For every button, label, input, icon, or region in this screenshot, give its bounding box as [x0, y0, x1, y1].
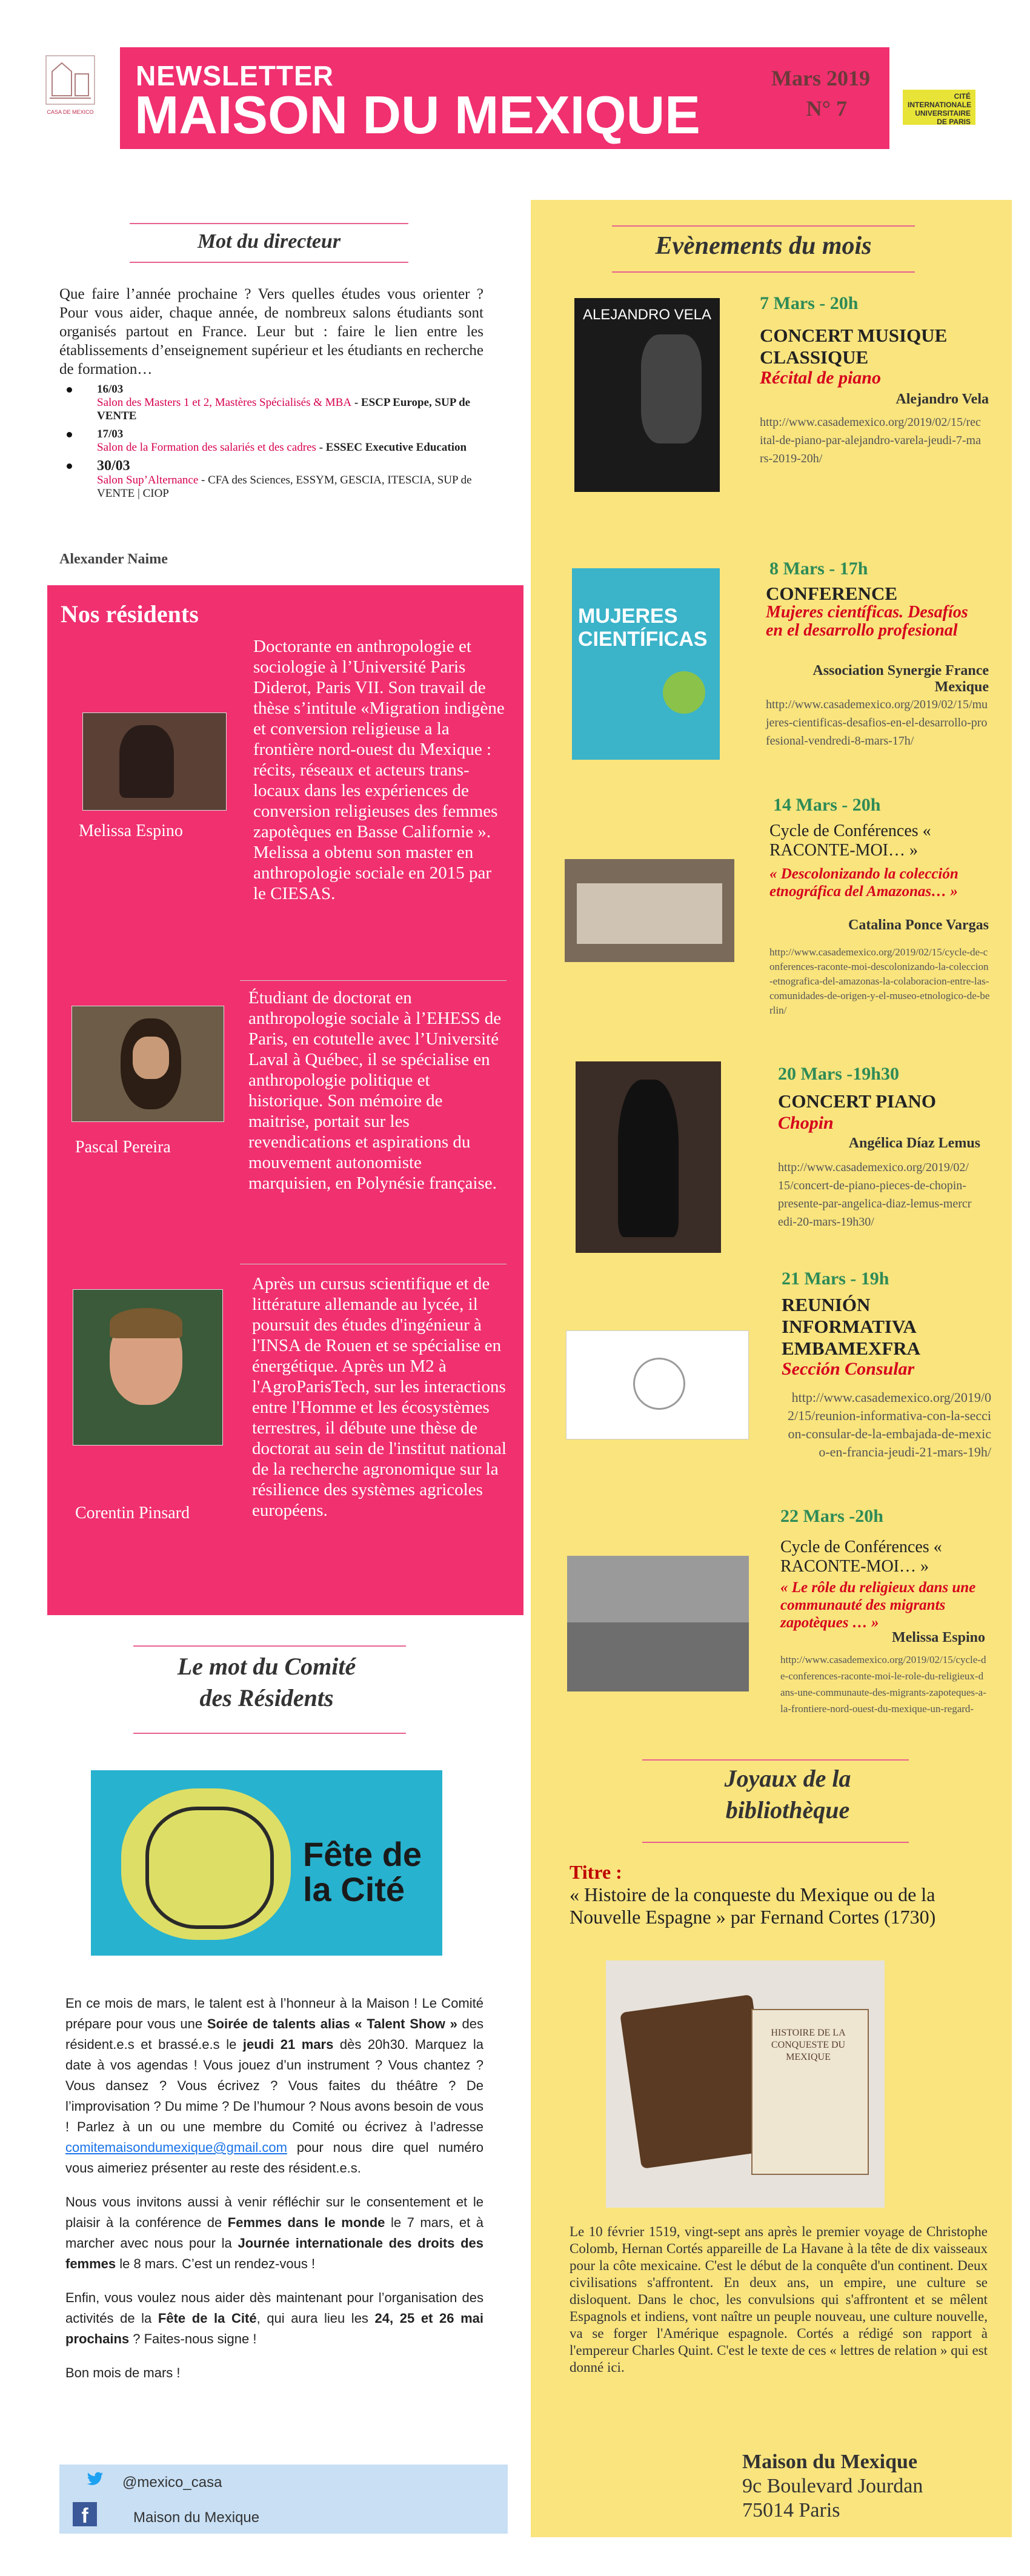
salon-places: - CFA des Sciences, ESSYM, GESCIA, ITESCIA, SUP de VENTE | CIOP — [97, 474, 472, 500]
photo-melissa — [82, 712, 227, 811]
comite-title — [97, 1651, 436, 1714]
issue-date: Mars 2019 — [771, 66, 870, 90]
photo-pascal — [71, 1006, 224, 1122]
library-description: Le 10 février 1519, vingt-sept ans après le premier voyage de Christophe Colomb, Hernan Cortés appareille de La Havane à la tête de dix vaisseaux pour la côte mexicaine. C'est le début de la conquête d'un continent. Deux civilisations s'affrontent. En deux ans, un empire, une culture se disloquent. Dans le choc, les convulsions qui s'affrontent et se mêlent Espagnols et indiens, vont naître un peuple nouveau, une culture nouvelle, va se forger l'Amérique espagnole. Cortés a rédigé son rapport à l'empereur Charles Quint. C'est le texte de ces « lettres de relation » qui est donné ici. — [570, 2224, 988, 2375]
events-rule-bottom — [612, 271, 915, 273]
comite-title-line1: Le mot du Comité — [177, 1653, 356, 1680]
event-flyer — [566, 1330, 749, 1439]
event-poster — [572, 568, 720, 760]
director-rule-top — [130, 223, 408, 224]
event-poster — [574, 298, 720, 492]
director-title: Mot du directeur — [197, 230, 341, 253]
photo-corentin — [73, 1289, 223, 1446]
event-link[interactable]: http://www.casademexico.org/2019/02/15/cycle-de-conferences-raconte-moi-le-role-du-religieux-dans-une-communaute-des-migrants-zapoteques-a-la-frontiere-nord-ouest-du-mexique-un-regard- — [780, 1654, 986, 1715]
event-kind: CONCERT PIANO — [778, 1090, 937, 1112]
director-signature: Alexander Naime — [59, 551, 168, 567]
comite-paragraph: Enfin, vous voulez nous aider dès maintenant pour l’organisation des activités de la Fête de la Cité, qui aura lieu les 24, 25 et 26 mai prochains ? Faites-nous signe ! — [65, 2290, 484, 2346]
resident-divider — [240, 980, 507, 981]
address — [742, 2450, 923, 2523]
salon-item — [61, 459, 473, 500]
poster-title: ALEJANDRO VELA — [582, 307, 712, 323]
salon-name: Salon des Masters 1 et 2, Mastères Spécialisés & MBA — [97, 396, 352, 409]
event-date: 22 Mars -20h — [780, 1506, 883, 1526]
event-date: 8 Mars - 17h — [769, 559, 868, 579]
event-speaker: Alejandro Vela — [895, 391, 989, 407]
facebook-page[interactable]: Maison du Mexique — [133, 2509, 260, 2526]
event-date: 14 Mars - 20h — [773, 795, 881, 815]
ciup-logo: CITÉ INTERNATIONALE UNIVERSITAIRE DE PARIS — [903, 90, 975, 125]
twitter-icon[interactable] — [86, 2472, 104, 2486]
salon-item — [61, 428, 473, 454]
event-subtitle: « Descolonizando la colección etnográfica del Amazonas… » — [769, 866, 959, 900]
resident-name: Melissa Espino — [79, 822, 183, 840]
event-date: 7 Mars - 20h — [760, 293, 859, 313]
library-book: « Histoire de la conqueste du Mexique ou de la Nouvelle Espagne » par Fernand Cortes (1730) — [570, 1884, 936, 1928]
events-title: Evènements du mois — [655, 232, 872, 260]
event-kind: Cycle de Conférences « RACONTE-MOI… » — [780, 1538, 942, 1576]
comite-paragraph: Nous vous invitons aussi à venir réfléchir sur le consentement et le plaisir à la conférence de Femmes dans le monde le 7 mars, et à marcher avec nous pour la Journée internationale des droits des femmes le 8 mars. C’est un rendez-vous ! — [65, 2194, 483, 2271]
salon-date: 17/03 — [97, 428, 124, 440]
library-label: Titre : — [570, 1861, 622, 1883]
resident-name: Pascal Pereira — [75, 1138, 171, 1157]
comite-paragraph: En ce mois de mars, le talent est à l’honneur à la Maison ! Le Comité prépare pour vous une Soirée de talents alias « Talent Show » des résident.e.s et brassé.e.s le jeudi 21 mars dès 20h30. Marquez la date à vos agendas ! Vous jouez d’un instrument ? Vous chantez ? Vous dansez ? Vous écrivez ? Vous faites du théâtre ? De l’improvisation ? Du mime ? De l’humour ? Nous avons besoin de vous ! Parlez à un ou une membre du Comité ou écrivez à l’adresse comitemaisondumexique@gmail.com pour nous dire quel numéro vous aimeriez présenter au reste des résident.e.s. — [65, 1996, 483, 2176]
fete-de-la-cite-poster — [91, 1770, 442, 1956]
event-subtitle: Mujeres científicas. Desafíos en el desarrollo profesional — [766, 603, 968, 640]
library-rule-bottom — [642, 1842, 909, 1843]
event-kind: CONFERENCE — [766, 583, 898, 604]
book-page-text: HISTOIRE DE LA CONQUESTE DU MEXIQUE — [771, 2028, 846, 2062]
fete-title: Fête de la Cité — [303, 1835, 422, 1908]
resident-name: Corentin Pinsard — [75, 1504, 190, 1522]
residents-title: Nos résidents — [61, 600, 199, 628]
events-rule-top — [612, 225, 915, 227]
event-link[interactable]: http://www.casademexico.org/2019/02/15/recital-de-piano-par-alejandro-varela-jeudi-7-mars-2019-20h/ — [760, 416, 981, 465]
event-subtitle: Sección Consular — [782, 1359, 915, 1379]
social-footer — [59, 2465, 508, 2534]
event-speaker: Catalina Ponce Vargas — [848, 917, 989, 933]
library-title-line2: bibliothèque — [725, 1796, 850, 1824]
event-date: 21 Mars - 19h — [782, 1269, 889, 1289]
address-street: 9c Boulevard Jourdan — [742, 2475, 923, 2497]
event-speaker: Association Synergie France Mexique — [812, 663, 989, 695]
salon-item — [61, 383, 473, 423]
resident-bio: Étudiant de doctorat en anthropologie sociale à l’EHESS de Paris, en cotutelle avec l’Université Laval à Québec, il se spécialise en anthropologie politique et historique. Son mémoire de maitrise, portait sur les revendications et aspirations du mouvement autonomiste marquisien, en Polynésie française. — [248, 988, 502, 1193]
address-city: 75014 Paris — [742, 2499, 840, 2521]
event-speaker: Melissa Espino — [891, 1630, 985, 1645]
library-rule-top — [642, 1759, 909, 1761]
comite-rule-bottom — [133, 1733, 406, 1734]
salon-places: - ESSEC Executive Education — [316, 441, 467, 454]
book-photo — [606, 1960, 885, 2208]
resident-bio: Après un cursus scientifique et de littérature allemande au lycée, il poursuit des études d'ingénieur à l'INSA de Rouen et se spécialise en énergétique. Après un M2 à l'AgroParisTech, sur les interactions entre l'Homme et les écosystèmes terrestres, il débute une thèse de doctorat au sein de l'institut national de la recherche agronomique sur la résilience des systèmes agricoles européens. — [252, 1274, 507, 1520]
salon-date: 30/03 — [97, 458, 130, 474]
comite-paragraph: Bon mois de mars ! — [65, 2365, 181, 2380]
event-photo — [567, 1556, 749, 1691]
salon-places: - ESCP Europe, SUP de VENTE — [97, 396, 471, 422]
event-link[interactable]: http://www.casademexico.org/2019/02/15/mujeres-cientificas-desafios-en-el-desarrollo-profesional-vendredi-8-mars-17h/ — [766, 698, 988, 748]
event-link[interactable]: http://www.casademexico.org/2019/02/15/concert-de-piano-pieces-de-chopin-presente-par-angelica-diaz-lemus-mercredi-20-mars-19h30/ — [778, 1161, 972, 1229]
newsletter-label: NEWSLETTER — [136, 60, 334, 91]
event-kind: REUNIÓN INFORMATIVA EMBAMEXFRA — [782, 1294, 921, 1359]
comite-rule-top — [133, 1645, 406, 1647]
resident-bio: Doctorante en anthropologie et sociologie à l’Université Paris Diderot, Paris VII. Son travail de thèse s’intitule «Migration indigène et conversion religieuse a la frontière nord-ouest du Mexique : récits, réseaux et acteurs trans-locaux dans les expériences de conversion religieuses des femmes zapotèques en Basse Californie ». Melissa a obtenu son master en anthropologie sociale en 2015 par le CIESAS. — [253, 637, 505, 903]
salon-name: Salon Sup’Alternance — [97, 474, 199, 486]
event-photo — [576, 1061, 721, 1253]
event-kind: CONCERT MUSIQUE CLASSIQUE — [760, 325, 948, 368]
poster-title: MUJERES CIENTÍFICAS — [578, 605, 708, 651]
event-link[interactable]: http://www.casademexico.org/2019/02/15/reunion-informativa-con-la-seccion-consular-de-la-embajada-de-mexico-en-francia-jeudi-21-mars-19h/ — [788, 1390, 991, 1459]
comite-text — [65, 1993, 483, 2397]
director-rule-bottom — [130, 262, 408, 263]
newsletter-title: MAISON DU MEXIQUE — [135, 85, 700, 145]
salon-list — [61, 383, 473, 505]
event-photo — [565, 859, 734, 962]
comite-title-line2: des Résidents — [199, 1684, 334, 1711]
library-title — [660, 1763, 915, 1826]
event-subtitle: « Le rôle du religieux dans une communauté des migrants zapotèques … » — [780, 1579, 976, 1631]
director-text: Que faire l’année prochaine ? Vers quelles études vous orienter ? Pour vous aider, chaque année, de nombreux salons étudiants sont organisés partout en France. Leur but : faire le lien entre les établissements d’enseignement supérieur et les étudiants en recherche de formation… — [59, 286, 483, 377]
event-speaker: Angélica Díaz Lemus — [848, 1135, 980, 1151]
twitter-handle[interactable]: @mexico_casa — [122, 2474, 222, 2491]
logo-text: CASA DE MEXICO — [47, 109, 94, 115]
library-book-title — [570, 1861, 988, 1928]
issue-number: N° 7 — [806, 96, 847, 121]
event-subtitle: Chopin — [778, 1113, 834, 1133]
library-title-line1: Joyaux de la — [724, 1765, 851, 1792]
casa-de-mexico-logo — [41, 53, 99, 120]
salon-name: Salon de la Formation des salariés et des cadres — [97, 441, 316, 454]
comite-email-link[interactable]: comitemaisondumexique@gmail.com — [65, 2140, 287, 2155]
address-name: Maison du Mexique — [742, 2451, 918, 2473]
facebook-icon[interactable]: f — [73, 2502, 97, 2526]
salon-date: 16/03 — [97, 383, 124, 396]
header-banner — [120, 47, 889, 149]
event-subtitle: Récital de piano — [760, 368, 881, 388]
event-link[interactable]: http://www.casademexico.org/2019/02/15/cycle-de-conferences-raconte-moi-descolonizando-la-coleccion-etnografica-del-amazonas-la-colaboracion-entre-las-comunidades-de-origen-y-el-museo-etnologico-de-berlin/ — [769, 946, 990, 1016]
event-date: 20 Mars -19h30 — [778, 1064, 899, 1084]
event-kind: Cycle de Conférences « RACONTE-MOI… » — [769, 822, 931, 860]
